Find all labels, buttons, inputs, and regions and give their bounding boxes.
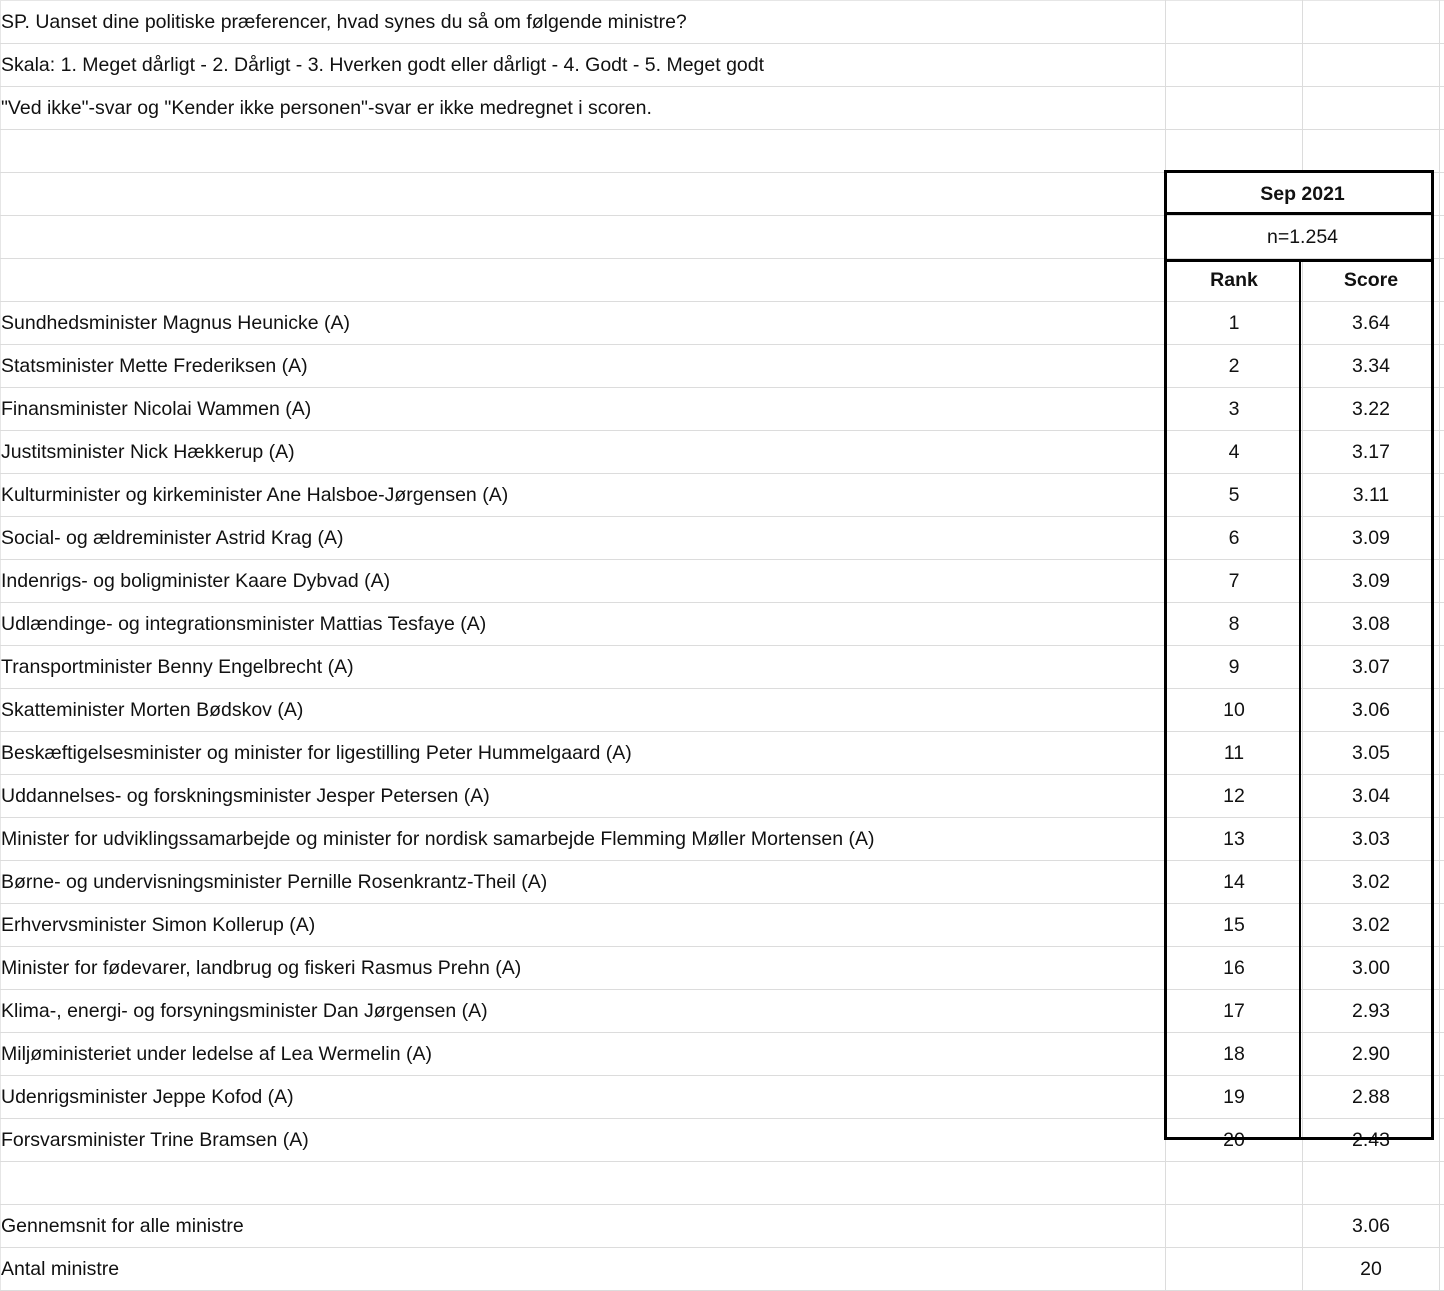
edge-pad xyxy=(1440,1033,1444,1076)
minister-name: Transportminister Benny Engelbrecht (A) xyxy=(1,646,1166,689)
count-label: Antal ministre xyxy=(1,1248,1166,1291)
footer-row-average xyxy=(1,1205,1444,1248)
table-row xyxy=(1,732,1444,775)
empty-cell xyxy=(1166,44,1303,87)
header-row-columns xyxy=(1,259,1444,302)
empty-cell xyxy=(1166,1162,1303,1205)
minister-name: Børne- og undervisningsminister Pernille Rosenkrantz-Theil (A) xyxy=(1,861,1166,904)
edge-pad xyxy=(1440,1076,1444,1119)
edge-pad xyxy=(1440,1205,1444,1248)
minister-score: 3.17 xyxy=(1303,431,1440,474)
minister-score: 2.88 xyxy=(1303,1076,1440,1119)
edge-pad xyxy=(1440,517,1444,560)
minister-rank: 8 xyxy=(1166,603,1303,646)
note-text: "Ved ikke"-svar og "Kender ikke personen"-svar er ikke medregnet i scoren. xyxy=(1,87,1166,130)
empty-cell xyxy=(1303,1,1440,44)
average-label: Gennemsnit for alle ministre xyxy=(1,1205,1166,1248)
table-row xyxy=(1,904,1444,947)
minister-rank: 18 xyxy=(1166,1033,1303,1076)
table-row xyxy=(1,947,1444,990)
minister-score: 3.04 xyxy=(1303,775,1440,818)
minister-score: 3.00 xyxy=(1303,947,1440,990)
period-header: Sep 2021 xyxy=(1166,173,1440,216)
table-row xyxy=(1,1119,1444,1162)
empty-cell xyxy=(1,259,1166,302)
empty-cell xyxy=(1303,44,1440,87)
edge-pad xyxy=(1440,345,1444,388)
edge-pad xyxy=(1440,87,1444,130)
minister-name: Beskæftigelsesminister og minister for ligestilling Peter Hummelgaard (A) xyxy=(1,732,1166,775)
edge-pad xyxy=(1440,775,1444,818)
column-header-score: Score xyxy=(1303,259,1440,302)
minister-score: 2.90 xyxy=(1303,1033,1440,1076)
edge-pad xyxy=(1440,302,1444,345)
edge-pad xyxy=(1440,990,1444,1033)
table-row xyxy=(1,689,1444,732)
header-row-sample xyxy=(1,216,1444,259)
minister-rank: 10 xyxy=(1166,689,1303,732)
minister-score: 3.34 xyxy=(1303,345,1440,388)
minister-name: Uddannelses- og forskningsminister Jesper Petersen (A) xyxy=(1,775,1166,818)
edge-pad xyxy=(1440,388,1444,431)
edge-pad xyxy=(1440,1248,1444,1291)
scale-text: Skala: 1. Meget dårligt - 2. Dårligt - 3. Hverken godt eller dårligt - 4. Godt - 5. Meget godt xyxy=(1,44,1166,87)
edge-pad xyxy=(1440,603,1444,646)
minister-score: 3.64 xyxy=(1303,302,1440,345)
empty-cell xyxy=(1,130,1166,173)
minister-name: Klima-, energi- og forsyningsminister Dan Jørgensen (A) xyxy=(1,990,1166,1033)
minister-score: 3.02 xyxy=(1303,904,1440,947)
minister-score: 3.07 xyxy=(1303,646,1440,689)
empty-cell xyxy=(1,1162,1166,1205)
question-text: SP. Uanset dine politiske præferencer, hvad synes du så om følgende ministre? xyxy=(1,1,1166,44)
edge-pad xyxy=(1440,474,1444,517)
minister-name: Statsminister Mette Frederiksen (A) xyxy=(1,345,1166,388)
empty-cell xyxy=(1166,130,1303,173)
minister-rank: 16 xyxy=(1166,947,1303,990)
empty-cell xyxy=(1166,1248,1303,1291)
sample-size-header: n=1.254 xyxy=(1166,216,1440,259)
empty-cell xyxy=(1166,1205,1303,1248)
table-row xyxy=(1,775,1444,818)
minister-name: Miljøministeriet under ledelse af Lea Wermelin (A) xyxy=(1,1033,1166,1076)
edge-pad xyxy=(1440,646,1444,689)
spacer-row xyxy=(1,1162,1444,1205)
minister-score: 2.93 xyxy=(1303,990,1440,1033)
header-row-period xyxy=(1,173,1444,216)
minister-rank: 2 xyxy=(1166,345,1303,388)
minister-name: Kulturminister og kirkeminister Ane Halsboe-Jørgensen (A) xyxy=(1,474,1166,517)
minister-score: 3.06 xyxy=(1303,689,1440,732)
minister-name: Erhvervsminister Simon Kollerup (A) xyxy=(1,904,1166,947)
edge-pad xyxy=(1440,431,1444,474)
edge-pad xyxy=(1440,216,1444,259)
table-row xyxy=(1,302,1444,345)
minister-score: 3.22 xyxy=(1303,388,1440,431)
empty-cell xyxy=(1,216,1166,259)
minister-rank: 3 xyxy=(1166,388,1303,431)
edge-pad xyxy=(1440,173,1444,216)
empty-cell xyxy=(1303,130,1440,173)
edge-pad xyxy=(1440,130,1444,173)
edge-pad xyxy=(1440,689,1444,732)
minister-rank: 17 xyxy=(1166,990,1303,1033)
count-value: 20 xyxy=(1303,1248,1440,1291)
minister-score: 3.02 xyxy=(1303,861,1440,904)
edge-pad xyxy=(1440,861,1444,904)
table-row xyxy=(1,431,1444,474)
minister-score: 3.09 xyxy=(1303,517,1440,560)
minister-name: Sundhedsminister Magnus Heunicke (A) xyxy=(1,302,1166,345)
minister-rank: 1 xyxy=(1166,302,1303,345)
minister-rank: 19 xyxy=(1166,1076,1303,1119)
table-row xyxy=(1,560,1444,603)
average-value: 3.06 xyxy=(1303,1205,1440,1248)
minister-score: 3.03 xyxy=(1303,818,1440,861)
intro-row-note xyxy=(1,87,1444,130)
empty-cell xyxy=(1,173,1166,216)
minister-rank: 14 xyxy=(1166,861,1303,904)
edge-pad xyxy=(1440,259,1444,302)
minister-name: Minister for udviklingssamarbejde og minister for nordisk samarbejde Flemming Møller Mortensen (A) xyxy=(1,818,1166,861)
intro-row-question xyxy=(1,1,1444,44)
table-row xyxy=(1,345,1444,388)
minister-rank: 4 xyxy=(1166,431,1303,474)
column-header-rank: Rank xyxy=(1166,259,1303,302)
minister-name: Social- og ældreminister Astrid Krag (A) xyxy=(1,517,1166,560)
edge-pad xyxy=(1440,560,1444,603)
empty-cell xyxy=(1303,1162,1440,1205)
minister-rank: 20 xyxy=(1166,1119,1303,1162)
table-row xyxy=(1,818,1444,861)
table-row xyxy=(1,1033,1444,1076)
edge-pad xyxy=(1440,1,1444,44)
table-row xyxy=(1,603,1444,646)
minister-rank: 5 xyxy=(1166,474,1303,517)
minister-name: Udenrigsminister Jeppe Kofod (A) xyxy=(1,1076,1166,1119)
intro-row-scale xyxy=(1,44,1444,87)
minister-rank: 11 xyxy=(1166,732,1303,775)
edge-pad xyxy=(1440,732,1444,775)
footer-row-count xyxy=(1,1248,1444,1291)
minister-name: Skatteminister Morten Bødskov (A) xyxy=(1,689,1166,732)
empty-cell xyxy=(1303,87,1440,130)
minister-name: Finansminister Nicolai Wammen (A) xyxy=(1,388,1166,431)
empty-cell xyxy=(1166,87,1303,130)
minister-name: Justitsminister Nick Hækkerup (A) xyxy=(1,431,1166,474)
minister-rank: 6 xyxy=(1166,517,1303,560)
edge-pad xyxy=(1440,947,1444,990)
minister-score: 2.43 xyxy=(1303,1119,1440,1162)
minister-name: Minister for fødevarer, landbrug og fiskeri Rasmus Prehn (A) xyxy=(1,947,1166,990)
minister-name: Indenrigs- og boligminister Kaare Dybvad (A) xyxy=(1,560,1166,603)
minister-name: Udlændinge- og integrationsminister Mattias Tesfaye (A) xyxy=(1,603,1166,646)
table-row xyxy=(1,646,1444,689)
minister-score: 3.08 xyxy=(1303,603,1440,646)
spacer-row xyxy=(1,130,1444,173)
minister-rank: 12 xyxy=(1166,775,1303,818)
minister-rank: 9 xyxy=(1166,646,1303,689)
table-row xyxy=(1,474,1444,517)
table-row xyxy=(1,861,1444,904)
table-row xyxy=(1,388,1444,431)
empty-cell xyxy=(1166,1,1303,44)
grid-body xyxy=(1,1,1444,1291)
minister-rank: 7 xyxy=(1166,560,1303,603)
edge-pad xyxy=(1440,1162,1444,1205)
table-row xyxy=(1,1076,1444,1119)
minister-name: Forsvarsminister Trine Bramsen (A) xyxy=(1,1119,1166,1162)
minister-score: 3.05 xyxy=(1303,732,1440,775)
table-row xyxy=(1,517,1444,560)
minister-rank: 13 xyxy=(1166,818,1303,861)
minister-score: 3.11 xyxy=(1303,474,1440,517)
edge-pad xyxy=(1440,44,1444,87)
table-row xyxy=(1,990,1444,1033)
edge-pad xyxy=(1440,1119,1444,1162)
minister-rank: 15 xyxy=(1166,904,1303,947)
minister-score: 3.09 xyxy=(1303,560,1440,603)
edge-pad xyxy=(1440,818,1444,861)
edge-pad xyxy=(1440,904,1444,947)
